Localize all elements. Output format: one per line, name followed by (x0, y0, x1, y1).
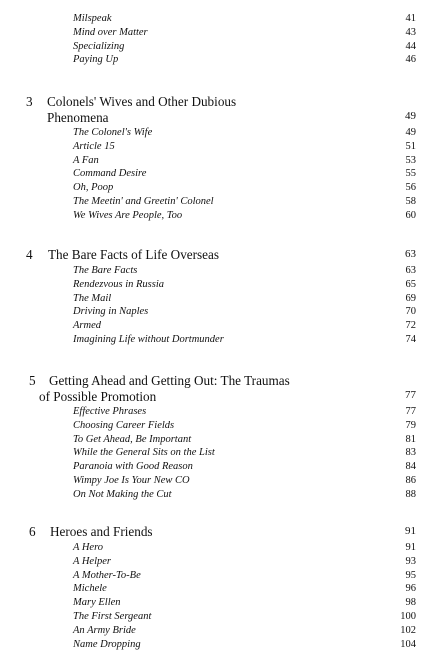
entry-page-number: 74 (405, 334, 416, 345)
entry-title: Mary Ellen (73, 597, 121, 609)
chapter-number: 5 (29, 373, 36, 388)
entry-page-number: 102 (400, 624, 416, 636)
entry-title: Imagining Life without Dortmunder (73, 334, 224, 345)
entry-page-number: 84 (405, 461, 416, 473)
chapter-page-number: 77 (405, 389, 416, 401)
entry-title: The Meetin' and Greetin' Colonel (73, 196, 214, 207)
chapter-number: 3 (26, 94, 33, 109)
entry-title: The Colonel's Wife (73, 127, 153, 138)
chapter-page-number: 91 (405, 525, 416, 537)
entry-title: The Bare Facts (73, 265, 138, 276)
entry-page-number: 79 (405, 419, 416, 431)
entry-page-number: 93 (405, 555, 416, 567)
chapter-title: Colonels' Wives and Other Dubious (47, 94, 237, 109)
entry-page-number: 63 (405, 265, 416, 276)
entry-title: The First Sergeant (73, 611, 152, 622)
chapter-number: 6 (29, 524, 36, 539)
chapter-title: of Possible Promotion (39, 388, 157, 404)
entry-page-number: 69 (405, 292, 416, 304)
entry-page-number: 58 (405, 196, 416, 207)
entry-page-number: 86 (405, 475, 416, 486)
entry-title: We Wives Are People, Too (73, 209, 183, 221)
entry-page-number: 43 (405, 26, 416, 38)
chapter-page-number: 63 (405, 248, 416, 260)
entry-title: Armed (73, 320, 101, 332)
entry-title: A Helper (73, 555, 112, 567)
entry-page-number: 100 (400, 611, 416, 622)
entry-title: Choosing Career Fields (73, 419, 175, 431)
entry-title: While the General Sits on the List (73, 447, 215, 459)
entry-title: Paying Up (73, 54, 119, 66)
entry-title: Michele (73, 583, 107, 595)
entry-page-number: 56 (405, 182, 416, 194)
entry-title: Wimpy Joe Is Your New CO (73, 475, 190, 486)
entry-page-number: 96 (405, 583, 416, 595)
entry-page-number: 60 (405, 209, 416, 221)
entry-title: A Fan (73, 154, 99, 166)
chapter-heading (0, 94, 416, 125)
entry-page-number: 98 (405, 597, 416, 609)
entry-title: On Not Making the Cut (73, 488, 172, 500)
chapter-title: Getting Ahead and Getting Out: The Traumas (49, 373, 290, 388)
entry-title: Specializing (73, 40, 125, 52)
entry-page-number: 46 (405, 54, 416, 66)
entry-title: The Mail (73, 292, 112, 304)
entry-page-number: 41 (405, 13, 416, 24)
entry-page-number: 51 (405, 140, 416, 152)
chapter-heading (0, 524, 416, 540)
chapter-title: Heroes and Friends (50, 524, 153, 539)
entry-page-number: 44 (405, 40, 416, 52)
entry-page-number: 81 (405, 433, 416, 445)
entry-page-number: 77 (405, 406, 416, 417)
entry-title: Name Dropping (73, 638, 141, 650)
chapter-title: Phenomena (47, 109, 109, 125)
chapter-page-number: 49 (405, 110, 416, 122)
entry-title: Command Desire (73, 168, 147, 180)
entry-title: Milspeak (73, 13, 112, 24)
entry-page-number: 72 (405, 320, 416, 332)
entry-title: Mind over Matter (73, 26, 148, 38)
entry-title: Oh, Poop (73, 182, 114, 194)
entry-page-number: 65 (405, 278, 416, 290)
entry-page-number: 53 (405, 154, 416, 166)
chapter-number: 4 (26, 247, 33, 262)
entry-page-number: 91 (405, 542, 416, 553)
entry-page-number: 49 (405, 127, 416, 138)
chapter-heading (0, 247, 416, 263)
entry-title: A Hero (73, 542, 104, 553)
entry-title: A Mother-To-Be (73, 569, 141, 581)
chapter-heading (0, 373, 416, 404)
entry-page-number: 104 (400, 638, 416, 650)
entry-title: Effective Phrases (73, 406, 147, 417)
entry-title: Paranoia with Good Reason (73, 461, 193, 473)
entry-page-number: 55 (405, 168, 416, 180)
entry-title: Article 15 (73, 140, 115, 152)
entry-page-number: 70 (405, 306, 416, 318)
entry-page-number: 83 (405, 447, 416, 459)
entry-page-number: 95 (405, 569, 416, 581)
entry-page-number: 88 (405, 488, 416, 500)
entry-title: Rendezvous in Russia (73, 278, 164, 290)
chapter-title: The Bare Facts of Life Overseas (48, 247, 219, 262)
entry-title: To Get Ahead, Be Important (73, 433, 192, 445)
entry-title: Driving in Naples (73, 306, 149, 318)
entry-title: An Army Bride (73, 624, 136, 636)
